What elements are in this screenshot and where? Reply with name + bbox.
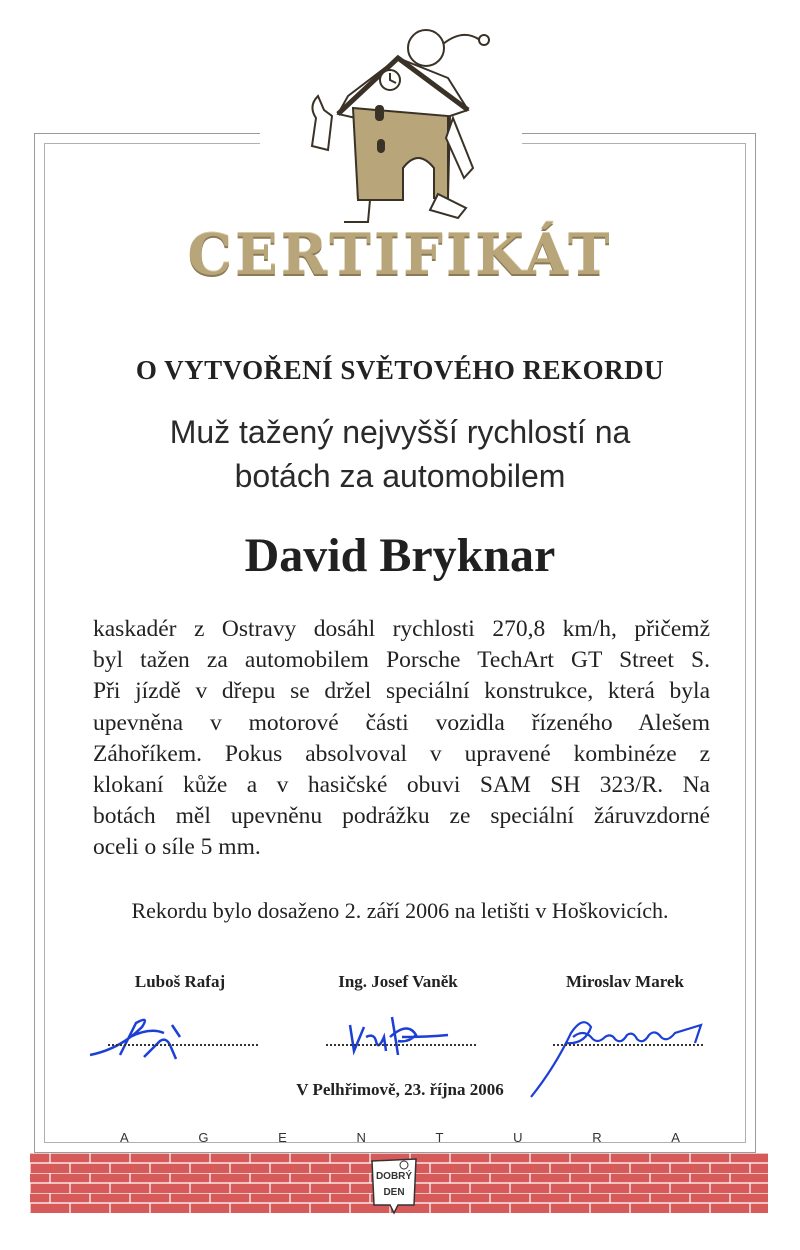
agency-letter: E [278, 1130, 287, 1145]
agency-letter: A [671, 1130, 680, 1145]
certificate-subtitle: O VYTVOŘENÍ SVĚTOVÉHO REKORDU [135, 355, 665, 385]
description-line: klokaní kůže a v hasičské obuvi SAM SH 323/R. Na [93, 772, 710, 799]
agency-letter: T [435, 1130, 444, 1145]
agency-letter: R [592, 1130, 602, 1145]
signatory-name: Luboš Rafaj [134, 972, 226, 991]
place-and-date: V Pelhřimově, 23. října 2006 [296, 1080, 504, 1099]
signature-line [108, 1044, 258, 1046]
description-line: byl tažen za automobilem Porsche TechArt GT Street S. [93, 647, 710, 674]
description-line: Při jízdě v dřepu se držel speciální konstrukce, která byla [93, 678, 710, 705]
signature-line [326, 1044, 476, 1046]
record-description [93, 614, 710, 864]
record-title-line: Muž tažený nejvyšší rychlostí na [169, 414, 631, 450]
signatory-name: Miroslav Marek [566, 972, 684, 991]
description-line: Záhoříkem. Pokus absolvoval v upravené kombinéze z [93, 740, 710, 767]
agency-letter: A [120, 1130, 129, 1145]
record-title [0, 410, 800, 498]
record-holder-name: David Bryknar [244, 529, 556, 582]
description-line: botách měl upevněnu podrážku ze speciální žáruvzdorné [93, 803, 710, 830]
signatory-name: Ing. Josef Vaněk [338, 972, 458, 991]
achievement-date-location: Rekordu bylo dosaženo 2. září 2006 na letišti v Hoškovicích. [131, 898, 669, 923]
agency-letter: U [513, 1130, 523, 1145]
agency-letter: G [198, 1130, 209, 1145]
dobry-den-logo-icon [368, 1155, 420, 1215]
house-mascot-icon [298, 18, 503, 230]
certificate-title: CERTIFIKÁT [187, 222, 613, 288]
signature-block-3 [525, 972, 725, 992]
record-title-line: botách za automobilem [234, 458, 566, 494]
description-line: oceli o síle 5 mm. [93, 834, 261, 861]
logo-text: DEN [383, 1187, 405, 1198]
signature-block-1 [80, 972, 280, 992]
agency-label [120, 1130, 680, 1145]
signature-block-2 [298, 972, 498, 992]
logo-text: DOBRÝ [375, 1171, 413, 1182]
description-line: kaskadér z Ostravy dosáhl rychlosti 270,8 km/h, přičemž [93, 616, 710, 642]
signature-line [553, 1044, 703, 1046]
agency-letter: N [356, 1130, 366, 1145]
description-line: upevněna v motorové části vozidla řízeného Alešem [93, 709, 710, 736]
